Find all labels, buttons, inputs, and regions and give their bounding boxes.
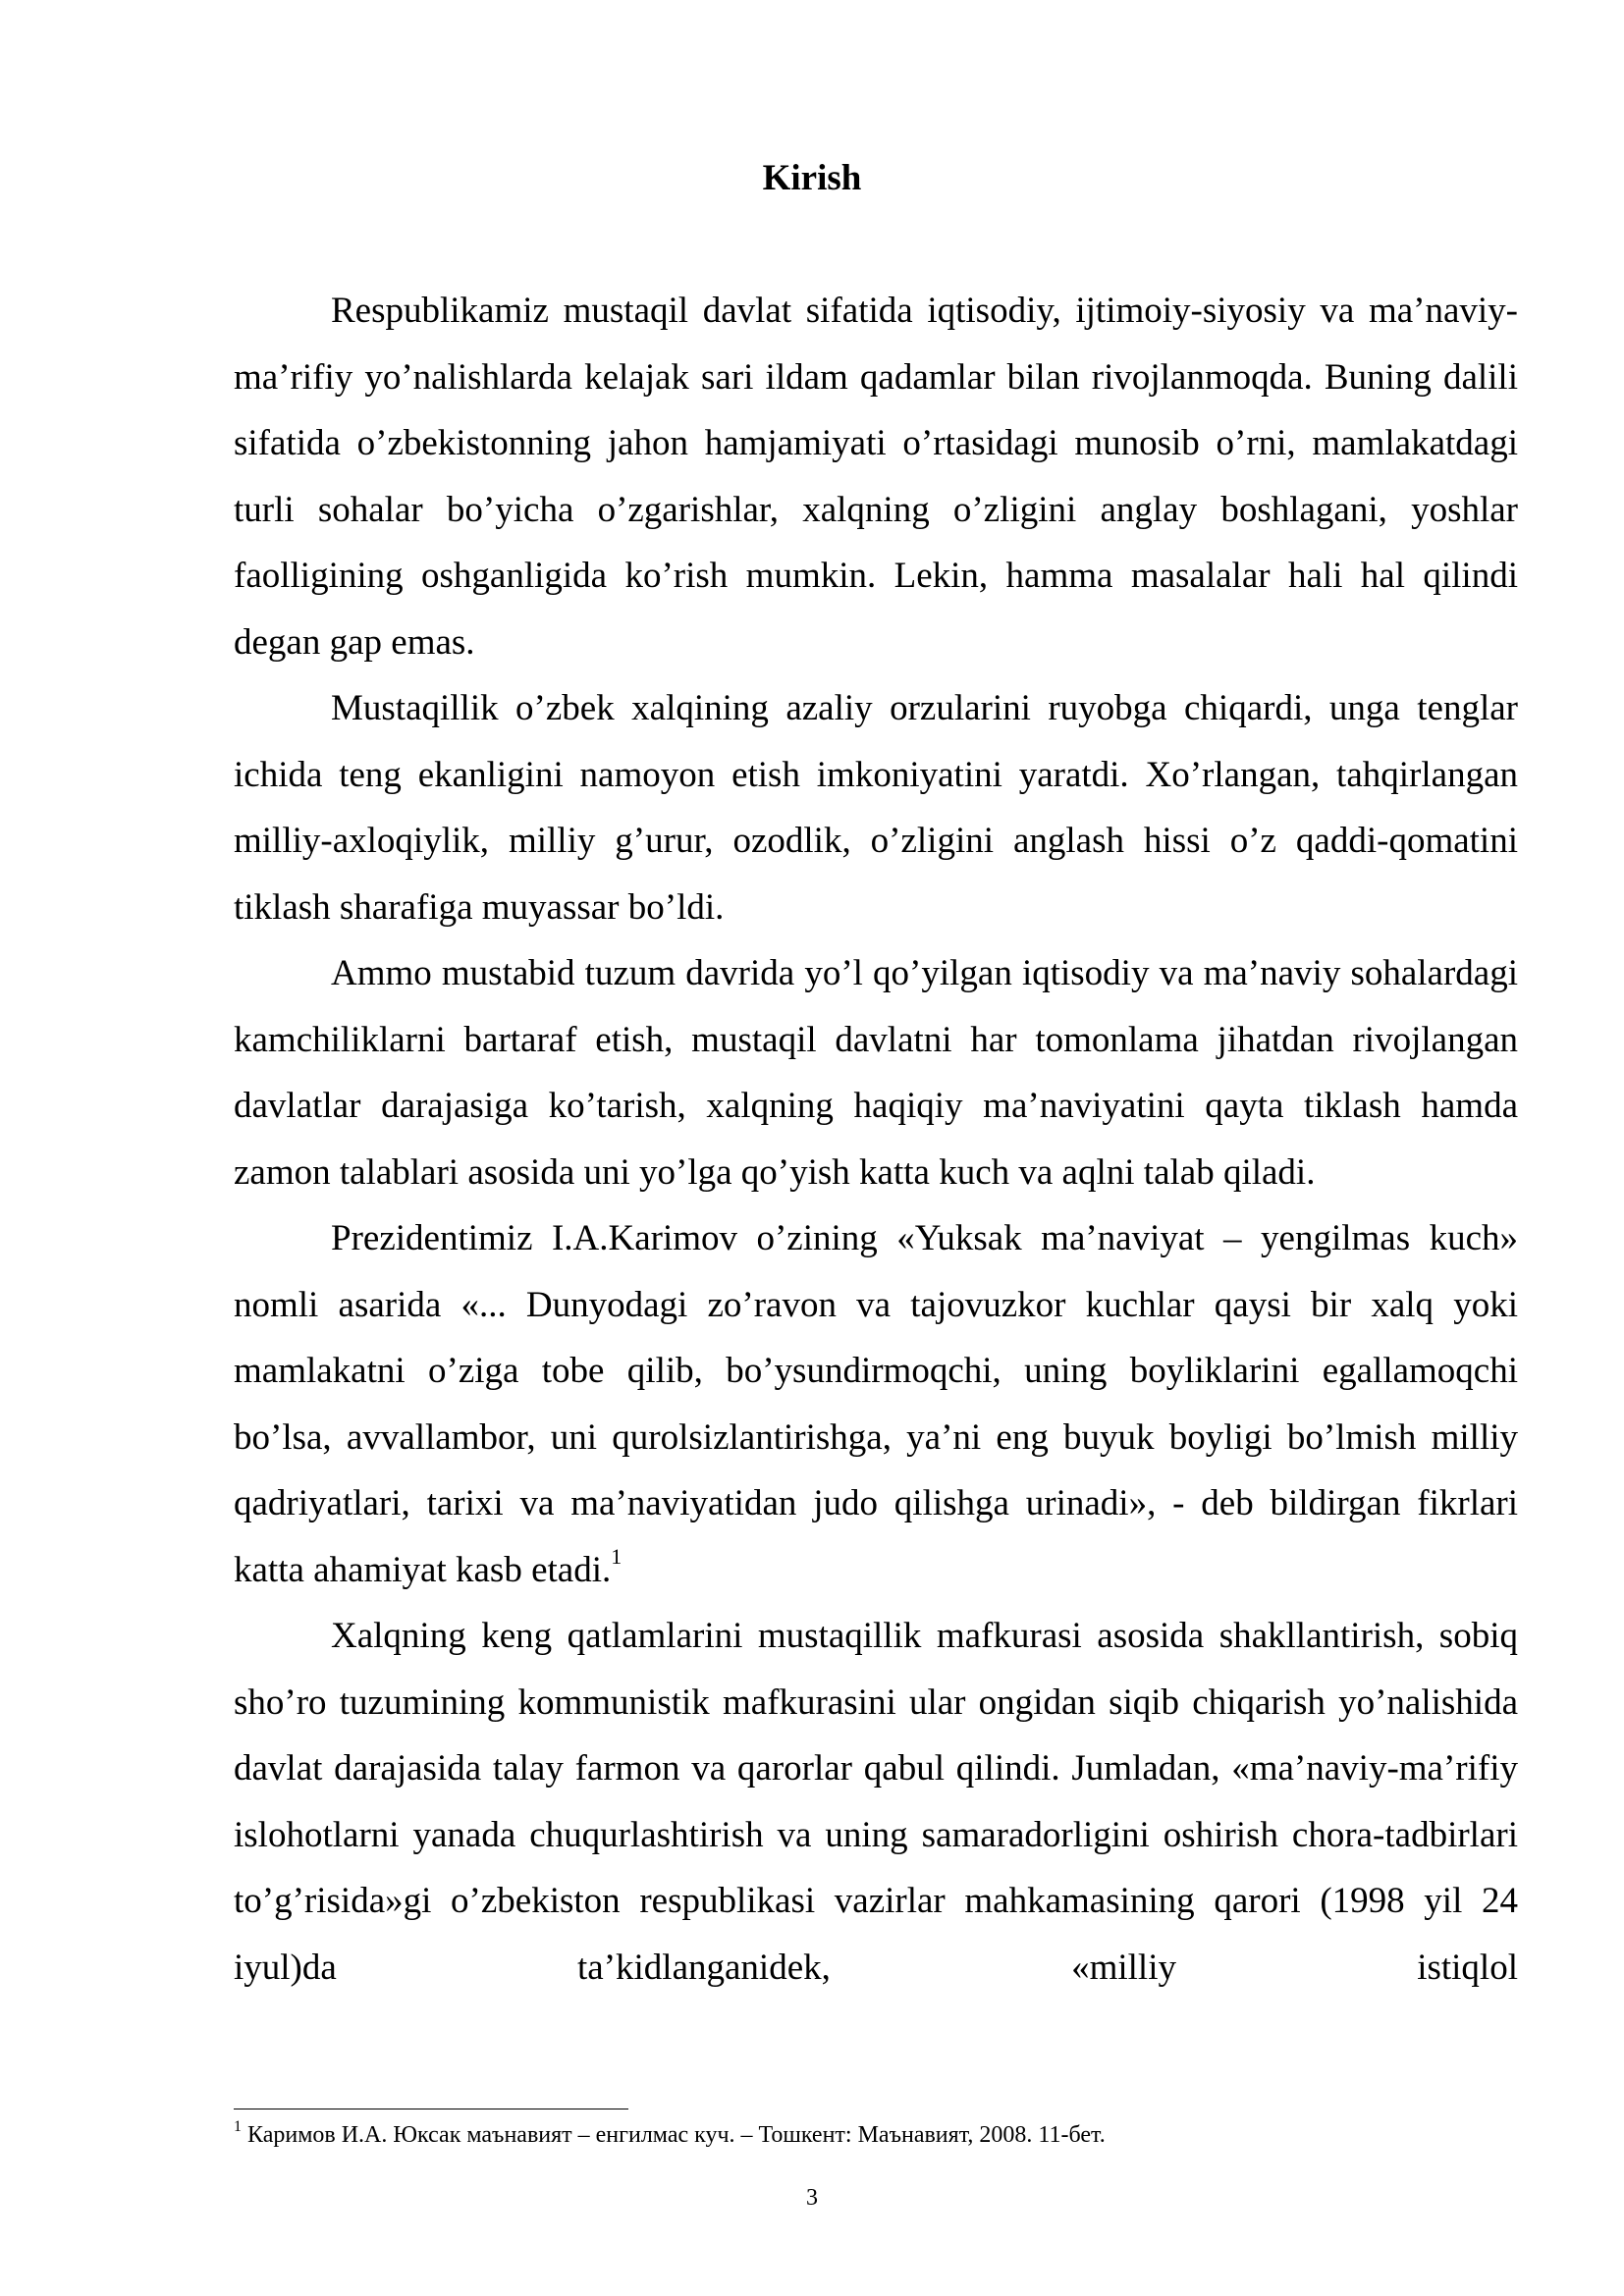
- paragraph-4-text: Prezidentimiz I.A.Karimov o’zining «Yuksak ma’naviyat – yengilmas kuch» nomli asarida «... Dunyodagi zo’ravon va tajovuzkor kuchlar qaysi bir xalq yoki mamlakatni o’ziga tobe qilib, bo’ysundirmoqchi, uning boyliklarini egallamoqchi bo’lsa, avvallambor, uni qurolsizlantirishga, ya’ni eng buyuk boyligi bo’lmish milliy qadriyatlari, tarixi va ma’naviyatidan judo qilishga urinadi», - deb bildirgan fikrlari katta ahamiyat kasb etadi.: [234, 1218, 1518, 1590]
- paragraph-5: Xalqning keng qatlamlarini mustaqillik mafkurasi asosida shakllantirish, sobiq sho’ro tuzumining kommunistik mafkurasini ular ongidan siqib chiqarish yo’nalishida davlat darajasida talay farmon va qarorlar qabul qilindi. Jumladan, «ma’naviy-ma’rifiy islohotlarni yanada chuqurlashtirish va uning samaradorligini oshirish chora-tadbirlari to’g’risida»gi o’zbekiston respublikasi vazirlar mahkamasining qarori (1998 yil 24 iyul)da ta’kidlanganidek, «milliy istiqlol: [234, 1616, 1518, 1988]
- body-text: [234, 278, 1518, 2001]
- paragraph-2: Mustaqillik o’zbek xalqining azaliy orzularini ruyobga chiqardi, unga tenglar ichida teng ekanligini namoyon etish imkoniyatini yaratdi. Xo’rlangan, tahqirlangan milliy-axloqiylik, milliy g’urur, ozodlik, o’zligini anglash hissi o’z qaddi-qomatini tiklash sharafiga muyassar bo’ldi.: [234, 688, 1518, 928]
- footnote-text: Каримов И.А. Юксак маънавият – енгилмас куч. – Тошкент: Маънавият, 2008. 11-бет.: [247, 2122, 1106, 2148]
- paragraph-1: Respublikamiz mustaqil davlat sifatida iqtisodiy, ijtimoiy-siyosiy va ma’naviy-ma’rifiy yo’nalishlarda kelajak sari ildam qadamlar bilan rivojlanmoqda. Buning dalili sifatida o’zbekistonning jahon hamjamiyati o’rtasidagi munosib o’rni, mamlakatdagi turli sohalar bo’yicha o’zgarishlar, xalqning o’zligini anglay boshlagani, yoshlar faolligining oshganligida ko’rish mumkin. Lekin, hamma masalalar hali hal qilindi degan gap emas.: [234, 291, 1518, 663]
- paragraph-3: Ammo mustabid tuzum davrida yo’l qo’yilgan iqtisodiy va ma’naviy sohalardagi kamchiliklarni bartaraf etish, mustaqil davlatni har tomonlama jihatdan rivojlangan davlatlar darajasiga ko’tarish, xalqning haqiqiy ma’naviyatini qayta tiklash hamda zamon talablari asosida uni yo’lga qo’yish katta kuch va aqlni talab qiladi.: [234, 953, 1518, 1193]
- page-number: 3: [806, 2185, 818, 2211]
- page-title: Kirish: [762, 158, 862, 198]
- paragraph-4: [234, 1205, 1518, 1603]
- footnote: [234, 2115, 1518, 2155]
- footnote-reference[interactable]: 1: [611, 1544, 623, 1570]
- footnote-number: 1: [234, 2118, 242, 2135]
